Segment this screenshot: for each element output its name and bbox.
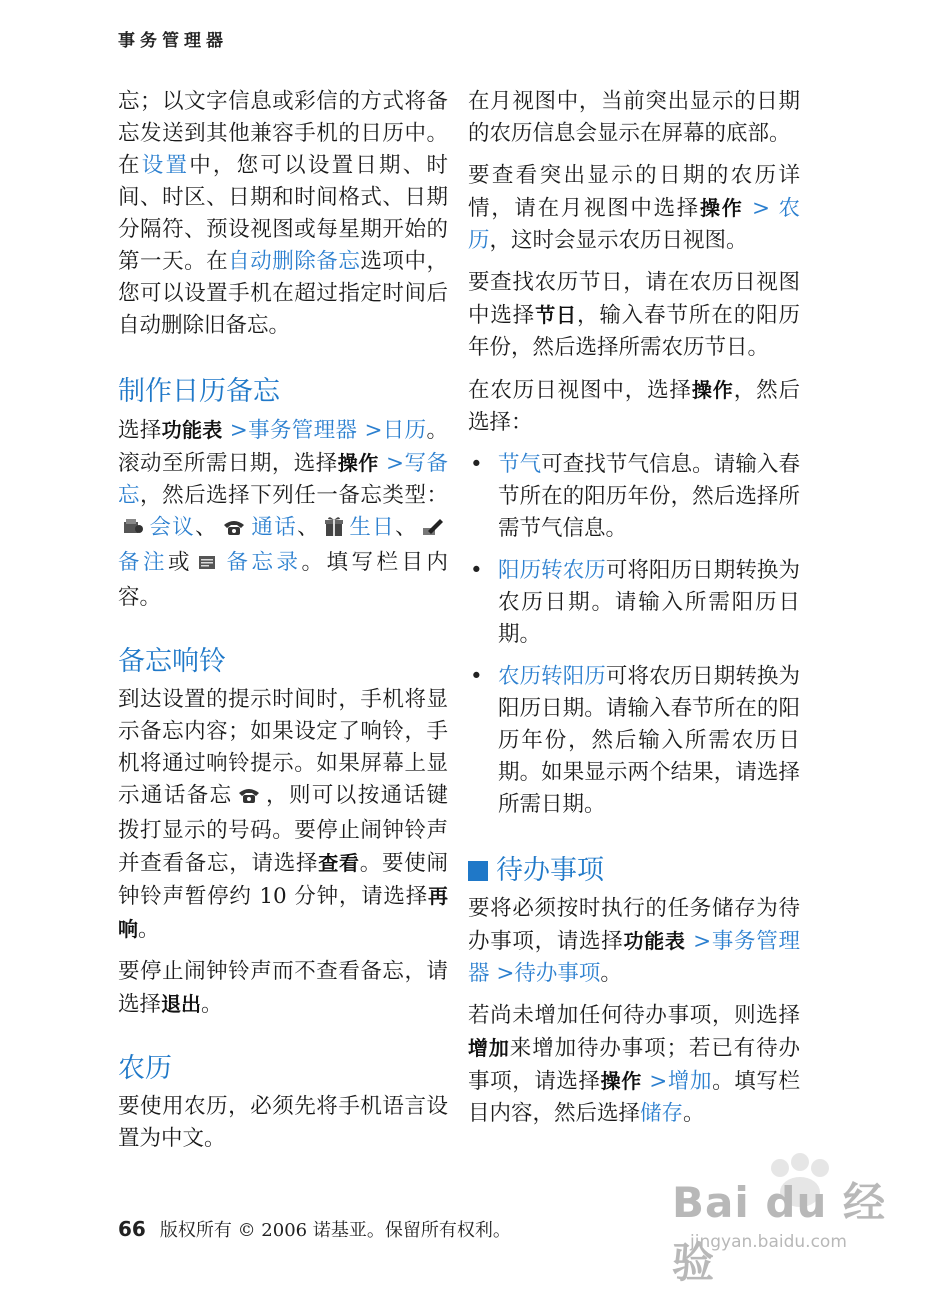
left-column [118,86,448,1165]
paragraph: 要查看突出显示的日期的农历详情，请在月视图中选择操作 > 农历，这时会显示农历日视图。 [468,163,801,253]
paragraph: 在农历日视图中，选择操作，然后选择： [468,378,800,435]
phone-icon [237,783,261,815]
heading-alarm: 备忘响铃 [118,646,226,677]
link-auto-delete: 自动删除备忘 [228,249,361,274]
square-bullet-icon [468,861,488,881]
memo-icon [197,550,219,582]
paragraph: 在月视图中，当前突出显示的日期的农历信息会显示在屏幕的底部。 [468,89,800,146]
heading-lunar: 农历 [118,1053,172,1084]
list-item: • 阳历转农历可将阳历日期转换为农历日期。请输入所需阳历日期。 [470,558,800,647]
watermark-logo: Bai du 经验 [672,1178,886,1287]
paragraph: 要停止闹钟铃声而不查看备忘，请选择退出。 [118,959,448,1017]
right-column [468,86,800,1140]
paragraph: 要将必须按时执行的任务储存为待办事项，请选择功能表 >事务管理器 >待办事项。 [468,896,800,986]
watermark-url: jingyan.baidu.com [690,1232,847,1252]
option-list [468,449,800,821]
running-head: 事务管理器 [118,31,228,51]
heading-todo: 待办事项 [468,851,800,891]
heading-make-note: 制作日历备忘 [118,376,280,407]
paragraph: 若尚未增加任何待办事项，则选择增加来增加待办事项；若已有待办事项，请选择操作 >增加。填写栏目内容，然后选择储存。 [468,1003,800,1126]
paragraph: 选择功能表 >事务管理器 >日历。滚动至所需日期，选择操作 >写备忘，然后选择下列任一备忘类型：会议、 通话、 生日、备注或 备忘录。填写栏目内容。 [118,418,448,610]
paragraph: 忘；以文字信息或彩信的方式将备忘发送到其他兼容手机的日历中。在设置中，您可以设置日期、时间、时区、日期和时间格式、日期分隔符、预设视图或每星期开始的第一天。在自动删除备忘选项中，您可以设置手机在超过指定时间后自动删除旧备忘。 [118,89,448,338]
paragraph: 要使用农历，必须先将手机语言设置为中文。 [118,1094,448,1151]
pen-note-icon [422,515,444,547]
paragraph: 要查找农历节日，请在农历日视图中选择节日，输入春节所在的阳历年份，然后选择所需农历节日。 [468,270,800,360]
phone-icon [222,515,246,547]
page-number: 66 [118,1217,146,1241]
paragraph: 到达设置的提示时间时，手机将显示备忘内容；如果设定了响铃，手机将通过响铃提示。如果屏幕上显示通话备忘 ，则可以按通话键拨打显示的号码。要停止闹钟铃声并查看备忘，请选择查看。要使闹钟铃声暂停约 10 分钟，请选择再响。 [118,687,448,942]
meeting-icon [122,515,144,547]
list-item: • 节气可查找节气信息。请输入春节所在的阳历年份，然后选择所需节气信息。 [470,452,800,541]
link-settings: 设置 [141,153,190,178]
footer [118,1216,511,1242]
list-item: • 农历转阳历可将农历日期转换为阳历日期。请输入春节所在的阳历年份，然后输入所需农历日期。如果显示两个结果，请选择所需日期。 [470,664,800,817]
copyright: 版权所有 © 2006 诺基亚。保留所有权利。 [159,1220,511,1241]
gift-icon [324,515,344,547]
